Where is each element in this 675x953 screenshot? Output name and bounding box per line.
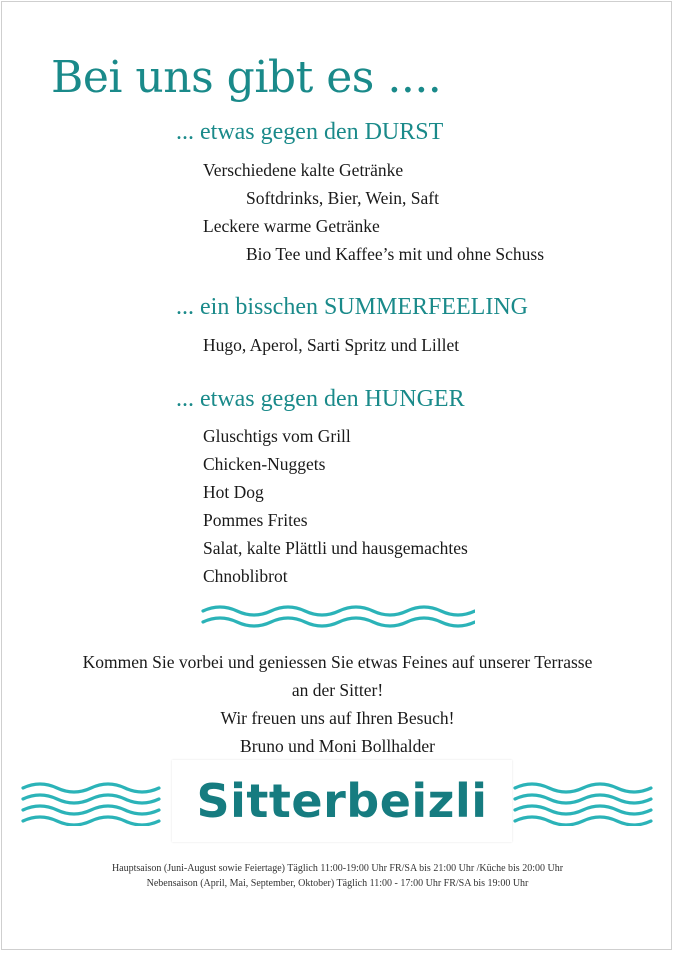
menu-item: Softdrinks, Bier, Wein, Saft: [246, 188, 439, 208]
menu-item: Leckere warme Getränke: [203, 216, 380, 236]
invitation-line: Wir freuen uns auf Ihren Besuch!: [220, 708, 455, 728]
menu-item: Hugo, Aperol, Sarti Spritz und Lillet: [203, 335, 460, 355]
wave-right-icon: [512, 778, 657, 826]
section-heading-hunger: ... etwas gegen den HUNGER: [176, 386, 465, 412]
menu-item: Bio Tee und Kaffee’s mit und ohne Schuss: [246, 244, 545, 264]
logo: [172, 760, 512, 842]
menu-item: Chnoblibrot: [203, 566, 288, 586]
menu-item: Pommes Frites: [203, 510, 308, 530]
menu-item: Verschiedene kalte Getränke: [203, 160, 404, 180]
opening-hours-main: Hauptsaison (Juni-August sowie Feiertage) Täglich 11:00-19:00 Uhr FR/SA bis 21:00 Uhr /Küche bis 20:00 Uhr: [111, 863, 564, 874]
signature-line: Bruno und Moni Bollhalder: [240, 736, 435, 756]
section-heading-durst: ... etwas gegen den DURST: [176, 119, 444, 145]
menu-item: Chicken-Nuggets: [203, 454, 326, 474]
invitation-line: an der Sitter!: [291, 680, 384, 700]
logo-text: Sitterbeizli: [196, 774, 488, 828]
menu-item: Hot Dog: [203, 482, 264, 502]
menu-item: Gluschtigs vom Grill: [203, 426, 351, 446]
page-title: Bei uns gibt es ....: [51, 52, 442, 103]
invitation-line: Kommen Sie vorbei und geniessen Sie etwas Feines auf unserer Terrasse: [82, 652, 593, 672]
opening-hours-off: Nebensaison (April, Mai, September, Oktober) Täglich 11:00 - 17:00 Uhr FR/SA bis 19:00 Uhr: [146, 878, 529, 889]
wave-divider-icon: [200, 600, 475, 630]
section-heading-summerfeeling: ... ein bisschen SUMMERFEELING: [176, 294, 528, 320]
wave-left-icon: [20, 778, 165, 826]
menu-item: Salat, kalte Plättli und hausgemachtes: [203, 538, 468, 558]
